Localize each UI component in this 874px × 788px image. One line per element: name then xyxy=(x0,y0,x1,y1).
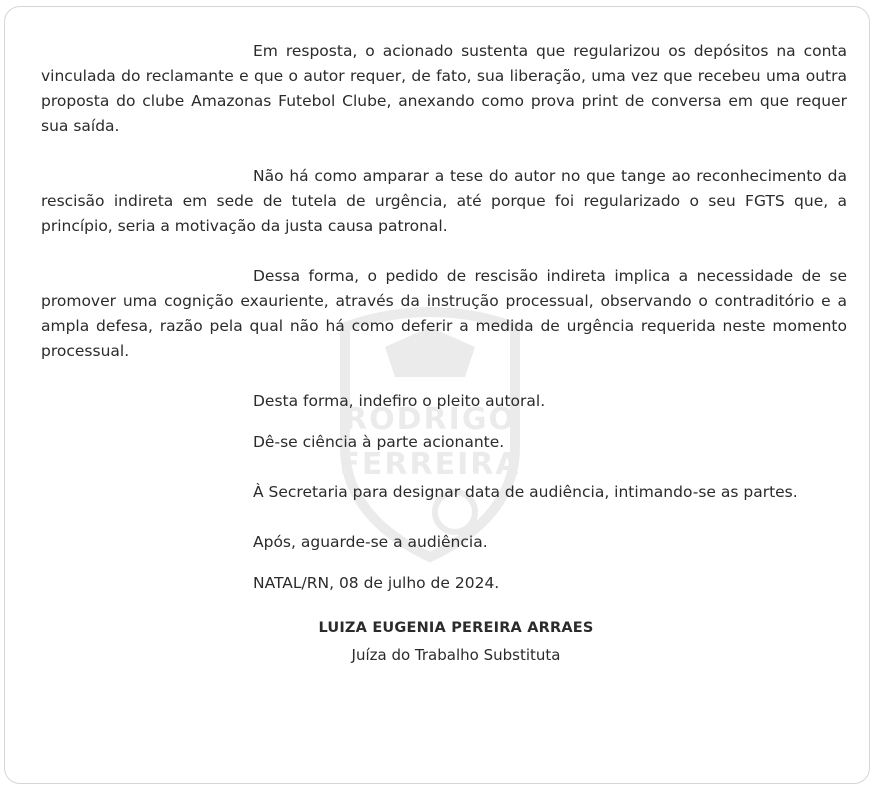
decision-line: Desta forma, indefiro o pleito autoral. xyxy=(253,392,546,410)
paragraph-thesis: Não há como amparar a tese do autor no que tange ao reconhecimento da rescisão indireta em sede de tutela de urgência, até porque foi regularizado o seu FGTS que, a princípio, seria a motivação da justa causa patronal. xyxy=(41,167,847,235)
paragraph-conclusion: Dessa forma, o pedido de rescisão indireta implica a necessidade de se promover uma cognição exauriente, através da instrução processual, observando o contraditório e a ampla defesa, razão pela qual não há como deferir a medida de urgência requerida neste momento processual. xyxy=(41,267,847,360)
paragraph-response: Em resposta, o acionado sustenta que regularizou os depósitos na conta vinculada do reclamante e que o autor requer, de fato, sua liberação, uma vez que recebeu uma outra proposta do clube Amazonas Futebol Clube, anexando como prova print de conversa em que requer sua saída. xyxy=(41,42,847,135)
signature-role: Juíza do Trabalho Substituta xyxy=(351,646,561,664)
secretaria-line: À Secretaria para designar data de audiência, intimando-se as partes. xyxy=(253,483,798,501)
closing-line-hearing: Após, aguarde-se a audiência. xyxy=(253,533,488,551)
signature-name: LUIZA EUGENIA PEREIRA ARRAES xyxy=(318,620,594,636)
watermark-line-2: FERREIRA xyxy=(339,447,521,482)
notice-line: Dê-se ciência à parte acionante. xyxy=(253,433,505,451)
signature-block xyxy=(41,616,847,668)
closing-line-date: NATAL/RN, 08 de julho de 2024. xyxy=(253,574,500,592)
document-card xyxy=(4,6,870,784)
document-body xyxy=(41,39,847,668)
watermark-line-1: RODRIGO xyxy=(344,402,516,437)
